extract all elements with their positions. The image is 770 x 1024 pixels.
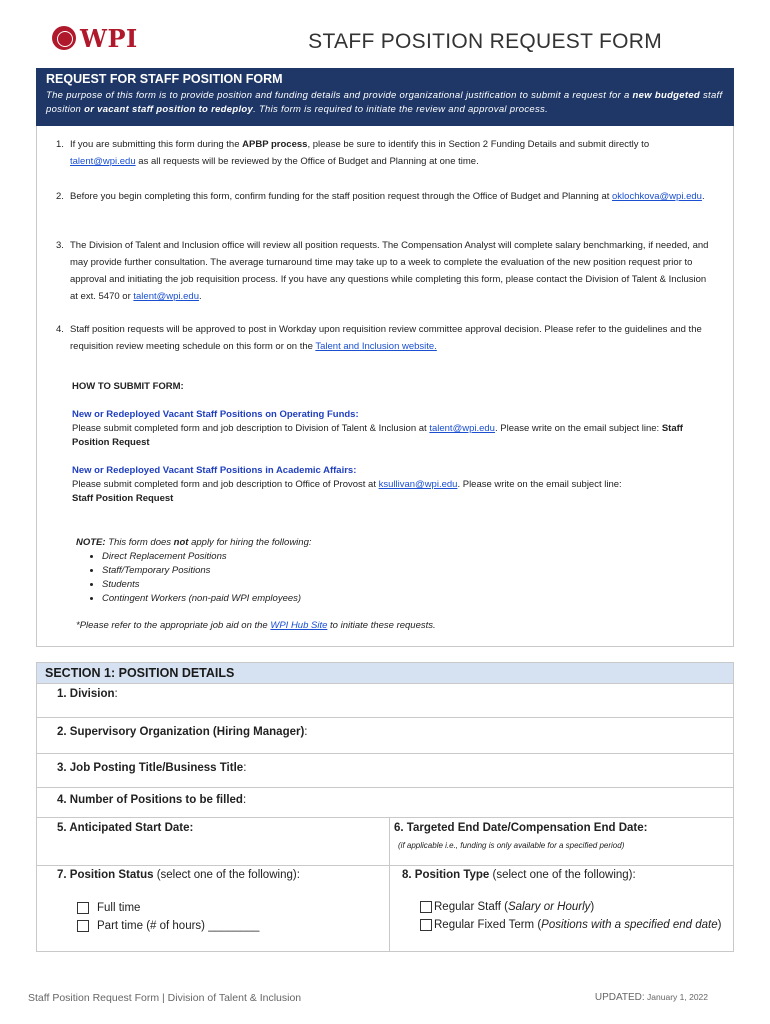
status-full-time-option[interactable]: Full time [77,902,140,914]
supervisory-org-field[interactable] [36,718,734,754]
checkbox-part-time[interactable] [77,920,89,932]
list-item: • Staff/Temporary Positions [102,564,676,578]
job-aid-note: *Please refer to the appropriate job aid on the WPI Hub Site to initiate these requests. [76,620,436,631]
type-regular-option[interactable]: Regular Staff (Salary or Hourly) [420,901,594,913]
job-title-label: 3. Job Posting Title/Business Title: [57,762,247,774]
supervisory-org-label: 2. Supervisory Organization (Hiring Manager): [57,726,308,738]
logo-wordmark: WPI [80,24,138,53]
talent-email-link[interactable]: talent@wpi.edu [70,156,136,167]
position-type-label: 8. Position Type (select one of the following): [402,869,636,881]
instruction-item-1: 1. If you are submitting this form during the APBP process, please be sure to identify this in Section 2 Funding Details and submit directly to talent@wpi.edu as all requests will be reviewed by the Office of Budget and Planning at one time. [56,139,650,167]
note-block: NOTE: This form does not apply for hiring the following: • Direct Replacement Positions • Staff/Temporary Positions • Students • Contingent Workers (non-paid WPI employees) [76,536,676,606]
talent-email-link[interactable]: talent@wpi.edu [429,423,495,434]
num-positions-label: 4. Number of Positions to be filled: [57,794,247,806]
banner-heading: REQUEST FOR STAFF POSITION FORM [46,72,283,86]
form-title: STAFF POSITION REQUEST FORM [308,30,662,53]
position-type-cell [389,866,735,951]
job-title-field[interactable] [36,754,734,788]
footer-text: Staff Position Request Form | Division of Talent & Inclusion [28,992,302,1004]
wpi-seal-icon [52,26,76,50]
academic-affairs-block: New or Redeployed Vacant Staff Positions in Academic Affairs: Please submit completed form and job description to Office of Provost at ksullivan@wpi.edu. Please write on the email subject line: Staff Position Request [72,464,712,506]
division-field[interactable] [36,684,734,718]
wpi-hub-site-link[interactable]: WPI Hub Site [270,620,328,631]
end-date-label: 6. Targeted End Date/Compensation End Date: [394,822,648,834]
instruction-item-2: 2. Before you begin completing this form, confirm funding for the staff position request through the Office of Budget and Planning at oklochkova@wpi.edu. [56,191,705,202]
instruction-item-3: 3. The Division of Talent and Inclusion office will review all position requests. The Compensation Analyst will complete salary benchmarking, if needed, and may provide further consultation. The average turnaround time may take up to a week to complete the evaluation of the new position request prior to approval and initiating the job requisition process. If you have any questions while completing this form, please contact the Division of Talent & Inclusion at ext. 5470 or talent@wpi.edu. [56,240,709,302]
position-status-label: 7. Position Status (select one of the following): [57,869,300,881]
intro-banner [36,68,734,126]
instruction-item-4: 4. Staff position requests will be approved to post in Workday upon requisition review committee approval decision. Please refer to the guidelines and the requisition review meeting schedule on this form or on the Talent and Inclusion website. [56,324,702,352]
end-date-field[interactable] [389,818,735,865]
provost-email-link[interactable]: ksullivan@wpi.edu [378,479,458,490]
updated-date: UPDATED: January 1, 2022 [594,992,708,1003]
wpi-logo [52,24,152,54]
checkbox-full-time[interactable] [77,902,89,914]
list-item: • Direct Replacement Positions [102,550,676,564]
budget-email-link[interactable]: oklochkova@wpi.edu [612,191,702,202]
banner-purpose: The purpose of this form is to provide position and funding details and provide organizational justification to submit a request for a new budgeted staff position or vacant staff position to redeploy. This form is required to initiate the review and approval process. [46,90,723,115]
checkbox-fixed-term[interactable] [420,919,432,931]
dates-row [36,818,734,866]
end-date-note: (if applicable i.e., funding is only available for a specified period) [398,841,625,850]
start-date-label: 5. Anticipated Start Date: [57,822,194,834]
division-label: 1. Division: [57,688,118,700]
operating-funds-heading: New or Redeployed Vacant Staff Positions on Operating Funds: [72,409,359,420]
status-type-row [36,866,734,952]
operating-funds-block: New or Redeployed Vacant Staff Positions on Operating Funds: Please submit completed form and job description to Division of Talent & Inclusion at talent@wpi.edu. Please write on the email subject line: Staff Position Request [72,408,712,450]
talent-email-link[interactable]: talent@wpi.edu [133,291,200,302]
status-part-time-option[interactable]: Part time (# of hours) ________ [77,920,259,932]
list-item: • Contingent Workers (non-paid WPI employees) [102,592,676,606]
academic-affairs-heading: New or Redeployed Vacant Staff Positions in Academic Affairs: [72,465,357,476]
section1-heading: SECTION 1: POSITION DETAILS [36,662,734,684]
checkbox-regular-staff[interactable] [420,901,432,913]
exclusion-list [76,550,676,606]
list-item: • Students [102,578,676,592]
talent-inclusion-website-link[interactable]: Talent and Inclusion website. [315,341,437,352]
type-fixed-term-option[interactable]: Regular Fixed Term (Positions with a specified end date) [420,919,721,931]
num-positions-field[interactable] [36,788,734,818]
how-to-heading: HOW TO SUBMIT FORM: [72,381,184,392]
